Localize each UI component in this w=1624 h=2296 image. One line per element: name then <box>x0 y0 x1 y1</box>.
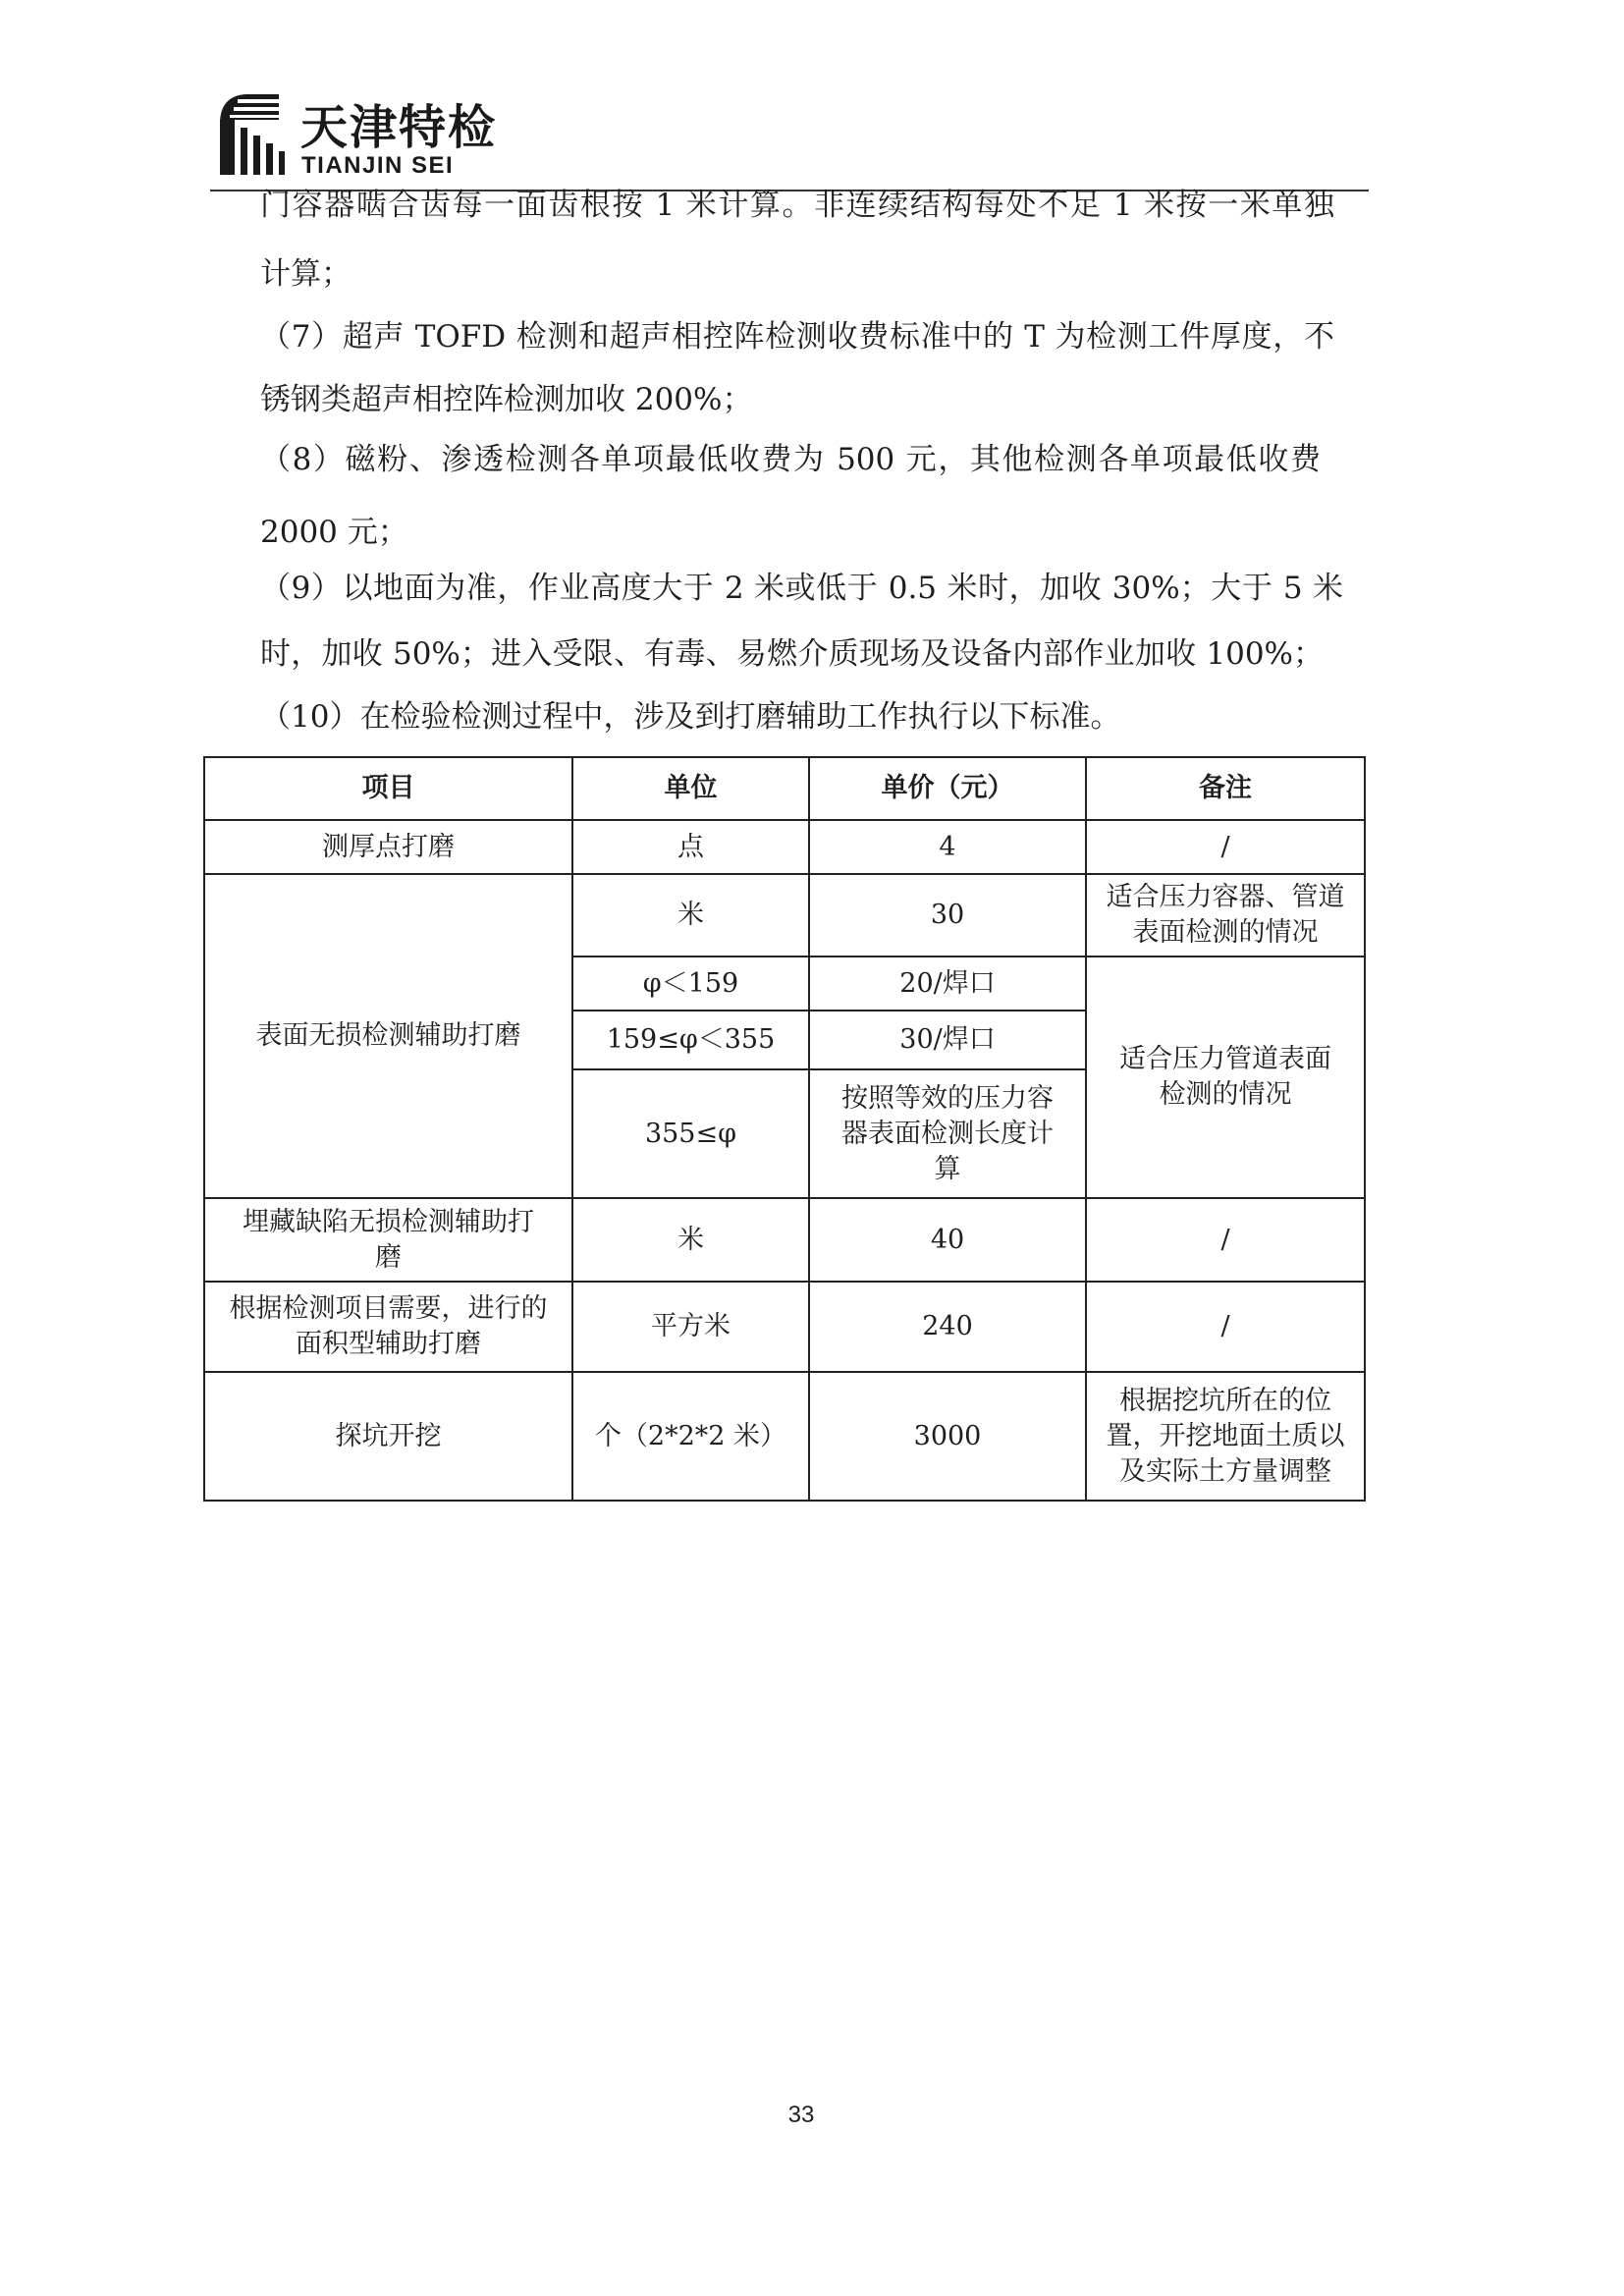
body-line: 计算； <box>260 256 352 292</box>
cell-note: 适合压力容器、管道表面检测的情况 <box>1086 874 1365 957</box>
cell-price: 30 <box>809 874 1086 957</box>
cell-unit: 米 <box>572 874 809 957</box>
logo-chinese-name: 天津特检 <box>300 100 498 155</box>
cell-price: 4 <box>809 820 1086 874</box>
cell-item: 测厚点打磨 <box>204 820 572 874</box>
cell-item: 埋藏缺陷无损检测辅助打磨 <box>204 1198 572 1282</box>
body-line: 时，加收 50%；进入受限、有毒、易燃介质现场及设备内部作业加收 100%； <box>260 636 1324 672</box>
logo-english-name: TIANJIN SEI <box>301 152 455 179</box>
cell-note: / <box>1086 1282 1365 1372</box>
cell-unit: 平方米 <box>572 1282 809 1372</box>
company-logo-icon <box>216 90 297 177</box>
cell-unit: 点 <box>572 820 809 874</box>
table-row <box>204 874 1365 957</box>
cell-unit: φ＜159 <box>572 957 809 1011</box>
header-note: 备注 <box>1086 757 1365 820</box>
cell-item: 表面无损检测辅助打磨 <box>204 874 572 1198</box>
table-row <box>204 1198 1365 1282</box>
grinding-fee-table <box>203 756 1366 1502</box>
cell-unit: 个（2*2*2 米） <box>572 1372 809 1501</box>
cell-price: 按照等效的压力容器表面检测长度计算 <box>809 1069 1086 1198</box>
table-row <box>204 820 1365 874</box>
table-header-row <box>204 757 1365 820</box>
cell-note: / <box>1086 820 1365 874</box>
cell-note: 适合压力管道表面检测的情况 <box>1086 957 1365 1198</box>
table-row <box>204 1282 1365 1372</box>
cell-price: 3000 <box>809 1372 1086 1501</box>
body-line: （10）在检验检测过程中，涉及到打磨辅助工作执行以下标准。 <box>260 699 1121 735</box>
cell-note: / <box>1086 1198 1365 1282</box>
body-line: （8）磁粉、渗透检测各单项最低收费为 500 元，其他检测各单项最低收费 <box>260 442 1321 477</box>
cell-unit: 米 <box>572 1198 809 1282</box>
cell-item: 根据检测项目需要，进行的面积型辅助打磨 <box>204 1282 572 1372</box>
body-line: 门容器啮合齿每一面齿根按 1 米计算。非连续结构每处不足 1 米按一米单独 <box>260 188 1334 223</box>
body-line: （9）以地面为准，作业高度大于 2 米或低于 0.5 米时，加收 30%；大于 5 米 <box>260 571 1343 606</box>
cell-unit: 159≤φ＜355 <box>572 1011 809 1069</box>
body-line: 2000 元； <box>260 515 408 550</box>
cell-note: 根据挖坑所在的位置，开挖地面土质以及实际土方量调整 <box>1086 1372 1365 1501</box>
body-line: （7）超声 TOFD 检测和超声相控阵检测收费标准中的 T 为检测工件厚度，不 <box>260 319 1334 355</box>
body-line: 锈钢类超声相控阵检测加收 200%； <box>260 382 753 417</box>
header-item: 项目 <box>204 757 572 820</box>
cell-item: 探坑开挖 <box>204 1372 572 1501</box>
header-price: 单价（元） <box>809 757 1086 820</box>
cell-price: 30/焊口 <box>809 1011 1086 1069</box>
page-number: 33 <box>787 2102 815 2128</box>
header-unit: 单位 <box>572 757 809 820</box>
cell-price: 240 <box>809 1282 1086 1372</box>
cell-price: 20/焊口 <box>809 957 1086 1011</box>
cell-price: 40 <box>809 1198 1086 1282</box>
table-row <box>204 1372 1365 1501</box>
cell-unit: 355≤φ <box>572 1069 809 1198</box>
